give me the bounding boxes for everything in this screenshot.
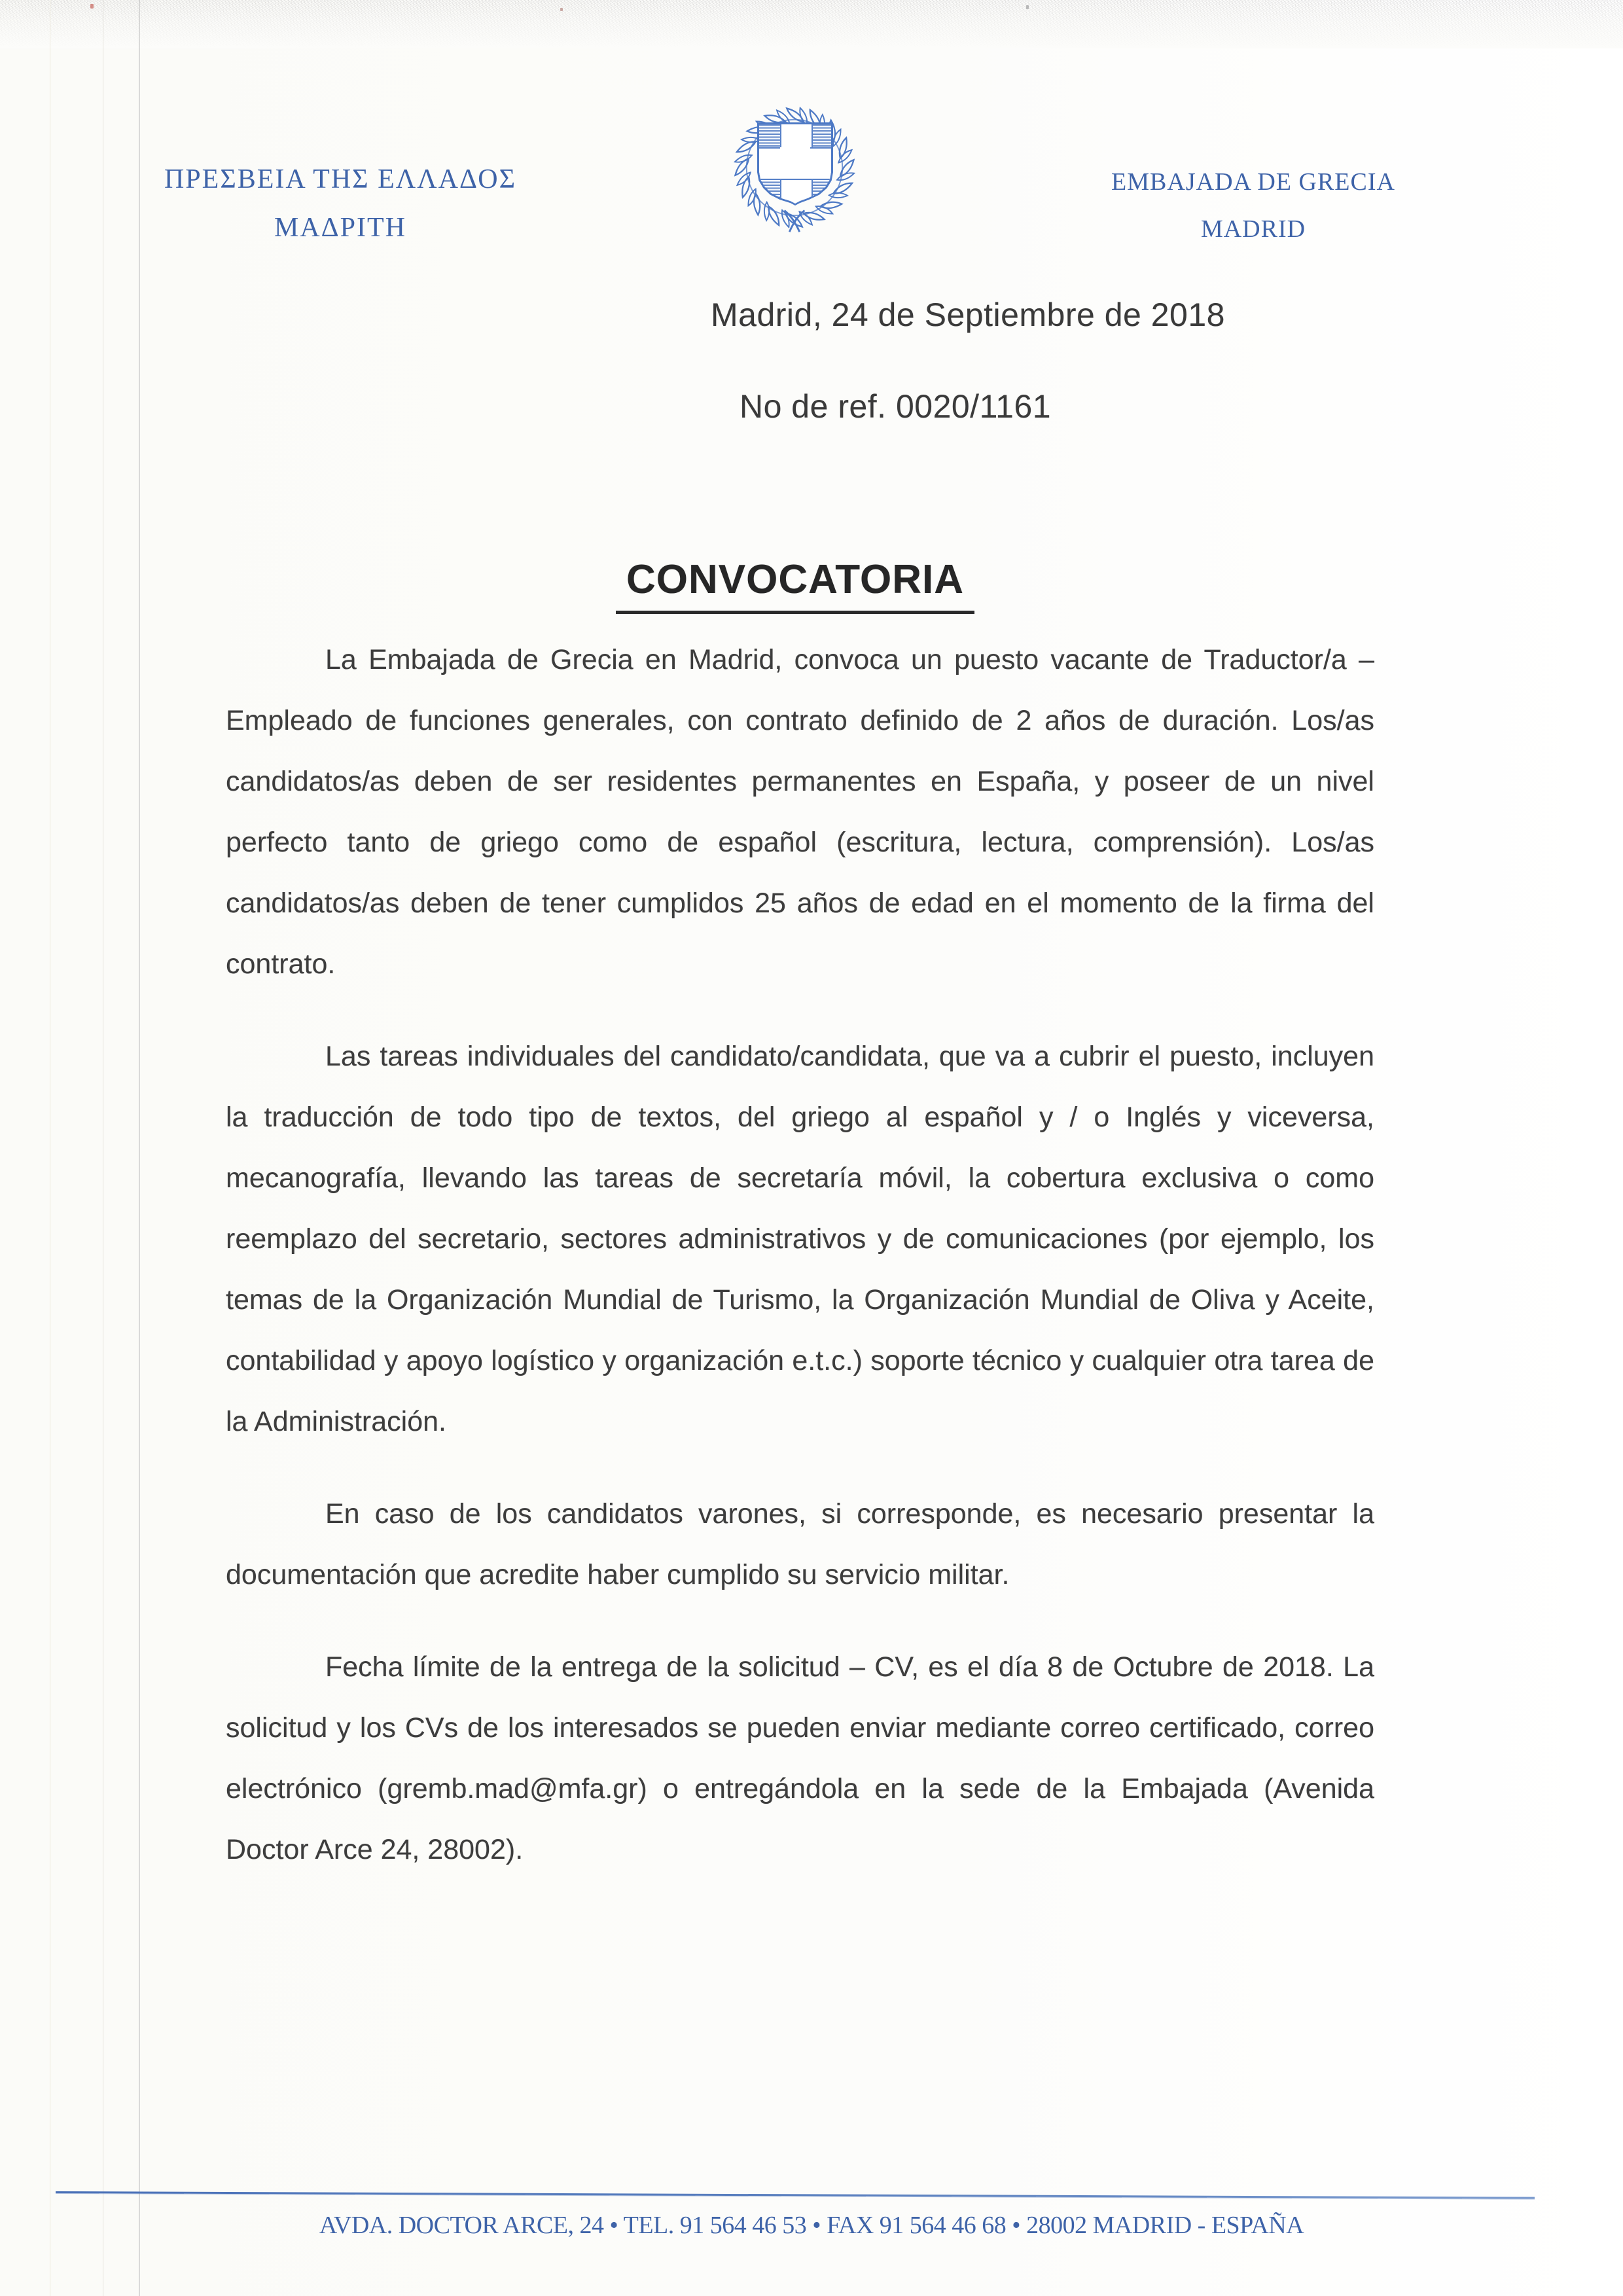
embassy-city-spanish: MADRID xyxy=(1200,215,1306,243)
cross-shield-icon xyxy=(757,122,833,206)
embassy-name-greek-block xyxy=(151,164,530,243)
scan-speck xyxy=(90,4,94,9)
reference-number-line: No de ref. 0020/1161 xyxy=(740,388,1052,425)
embassy-name-spanish-block xyxy=(1063,168,1443,243)
paragraph-2: Las tareas individuales del candidato/candidata, que va a cubrir el puesto, incluyen la traducción de todo tipo de textos, del griego al español y / o Inglés y viceversa, mecanografía, llevando las tareas de secretaría móvil, la cobertura exclusiva o como reemplazo del secretario, sectores administrativos y de comunicaciones (por ejemplo, los temas de la Organización Mundial de Turismo, la Organización Mundial de Oliva y Aceite, contabilidad y apoyo logístico y organización e.t.c.) soporte técnico y cualquier otra tarea de la Administración. xyxy=(226,1041,1374,1437)
greek-coat-of-arms-emblem xyxy=(725,98,864,237)
embassy-name-spanish: EMBAJADA DE GRECIA xyxy=(1111,168,1395,196)
paragraph-4: Fecha límite de la entrega de la solicitud – CV, es el día 8 de Octubre de 2018. La solicitud y los CVs de los interesados se pueden enviar mediante correo certificado, correo electrónico (gremb.mad@mfa.gr) o entregándola en la sede de la Embajada (Avenida Doctor Arce 24, 28002). xyxy=(226,1651,1374,1865)
embassy-name-greek: ΠΡΕΣΒΕΙΑ ΤΗΣ ΕΛΛΑΔΟΣ xyxy=(164,164,517,194)
scan-artifact-line xyxy=(139,0,140,2296)
footer-address: AVDA. DOCTOR ARCE, 24 • TEL. 91 564 46 53 • FAX 91 564 46 68 • 28002 MADRID - ESPAÑA xyxy=(319,2212,1304,2239)
document-title-wrap xyxy=(16,556,1574,614)
footer-rule xyxy=(56,2191,1535,2199)
embassy-city-greek: ΜΑΔΡΙΤΗ xyxy=(274,213,406,243)
date-line: Madrid, 24 de Septiembre de 2018 xyxy=(711,296,1225,333)
paragraph-1: La Embajada de Grecia en Madrid, convoca un puesto vacante de Traductor/a – Empleado de funciones generales, con contrato definido de 2 años de duración. Los/as candidatos/as deben de ser residentes permanentes en España, y poseer de un nivel perfecto tanto de griego como de español (escritura, lectura, comprensión). Los/as candidatos/as deben de tener cumplidos 25 años de edad en el momento de la firma del contrato. xyxy=(226,644,1374,980)
paragraph-3: En caso de los candidatos varones, si corresponde, es necesario presentar la documentación que acredite haber cumplido su servicio militar. xyxy=(226,1498,1374,1590)
document-title: CONVOCATORIA xyxy=(616,556,974,614)
cross-center xyxy=(780,147,810,177)
letter-body xyxy=(226,630,1374,1912)
scan-speck xyxy=(1026,5,1029,9)
scan-speck xyxy=(560,8,563,11)
scan-noise-fade xyxy=(0,0,1623,48)
